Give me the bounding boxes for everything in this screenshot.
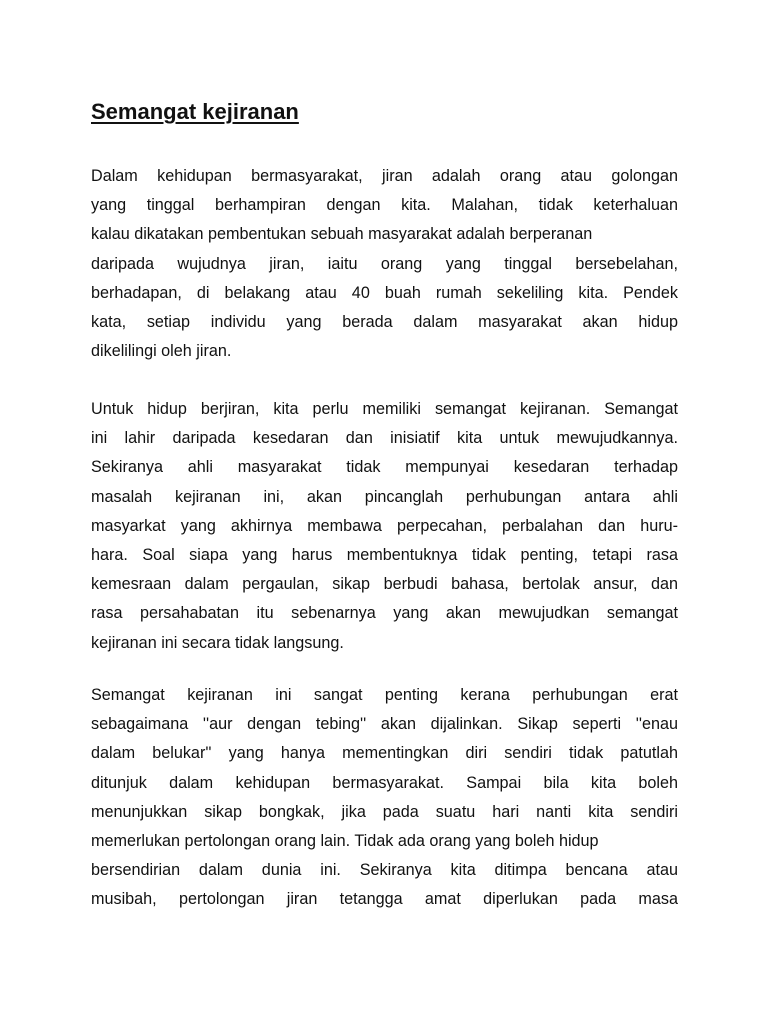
text-line: menunjukkan sikap bongkak, jika pada suatu hari nanti kita sendiri: [91, 802, 678, 821]
text-line: kejiranan ini secara tidak langsung.: [91, 633, 344, 652]
text-line: sebagaimana ''aur dengan tebing'' akan dijalinkan. Sikap seperti ''enau: [91, 715, 678, 734]
text-line: yang tinggal berhampiran dengan kita. Malahan, tidak keterhaluan: [91, 196, 678, 215]
text-line: masyarkat yang akhirnya membawa perpecahan, perbalahan dan huru-: [91, 516, 678, 535]
text-line: Dalam kehidupan bermasyarakat, jiran adalah orang atau golongan: [91, 167, 678, 185]
text-line: kalau dikatakan pembentukan sebuah masyarakat adalah berperanan: [91, 225, 593, 244]
text-line: memerlukan pertolongan orang lain. Tidak ada orang yang boleh hidup: [91, 831, 599, 850]
text-line: masalah kejiranan ini, akan pincanglah perhubungan antara ahli: [91, 487, 678, 506]
document-title: Semangat kejiranan: [91, 99, 299, 124]
text-line: berhadapan, di belakang atau 40 buah rumah sekeliling kita. Pendek: [91, 283, 678, 302]
text-line: Sekiranya ahli masyarakat tidak mempunyai kesedaran terhadap: [91, 458, 678, 477]
text-line: dalam belukar'' yang hanya mementingkan diri sendiri tidak patutlah: [91, 744, 678, 763]
text-line: musibah, pertolongan jiran tetangga amat diperlukan pada masa: [91, 890, 678, 909]
text-line: kemesraan dalam pergaulan, sikap berbudi bahasa, bertolak ansur, dan: [91, 575, 678, 594]
text-line: Untuk hidup berjiran, kita perlu memiliki semangat kejiranan. Semangat: [91, 400, 678, 418]
paragraph-3: [91, 681, 678, 915]
text-line: dikelilingi oleh jiran.: [91, 342, 232, 361]
text-line: kata, setiap individu yang berada dalam masyarakat akan hidup: [91, 312, 678, 331]
text-line: daripada wujudnya jiran, iaitu orang yang tinggal bersebelahan,: [91, 254, 678, 273]
text-line: hara. Soal siapa yang harus membentuknya tidak penting, tetapi rasa: [91, 545, 678, 564]
text-line: rasa persahabatan itu sebenarnya yang akan mewujudkan semangat: [91, 604, 678, 623]
paragraph-2: [91, 395, 678, 658]
paragraph-1: [91, 162, 678, 366]
text-line: Semangat kejiranan ini sangat penting kerana perhubungan erat: [91, 686, 678, 704]
text-line: ditunjuk dalam kehidupan bermasyarakat. Sampai bila kita boleh: [91, 773, 678, 792]
text-line: bersendirian dalam dunia ini. Sekiranya kita ditimpa bencana atau: [91, 861, 678, 880]
text-line: ini lahir daripada kesedaran dan inisiatif kita untuk mewujudkannya.: [91, 429, 678, 448]
